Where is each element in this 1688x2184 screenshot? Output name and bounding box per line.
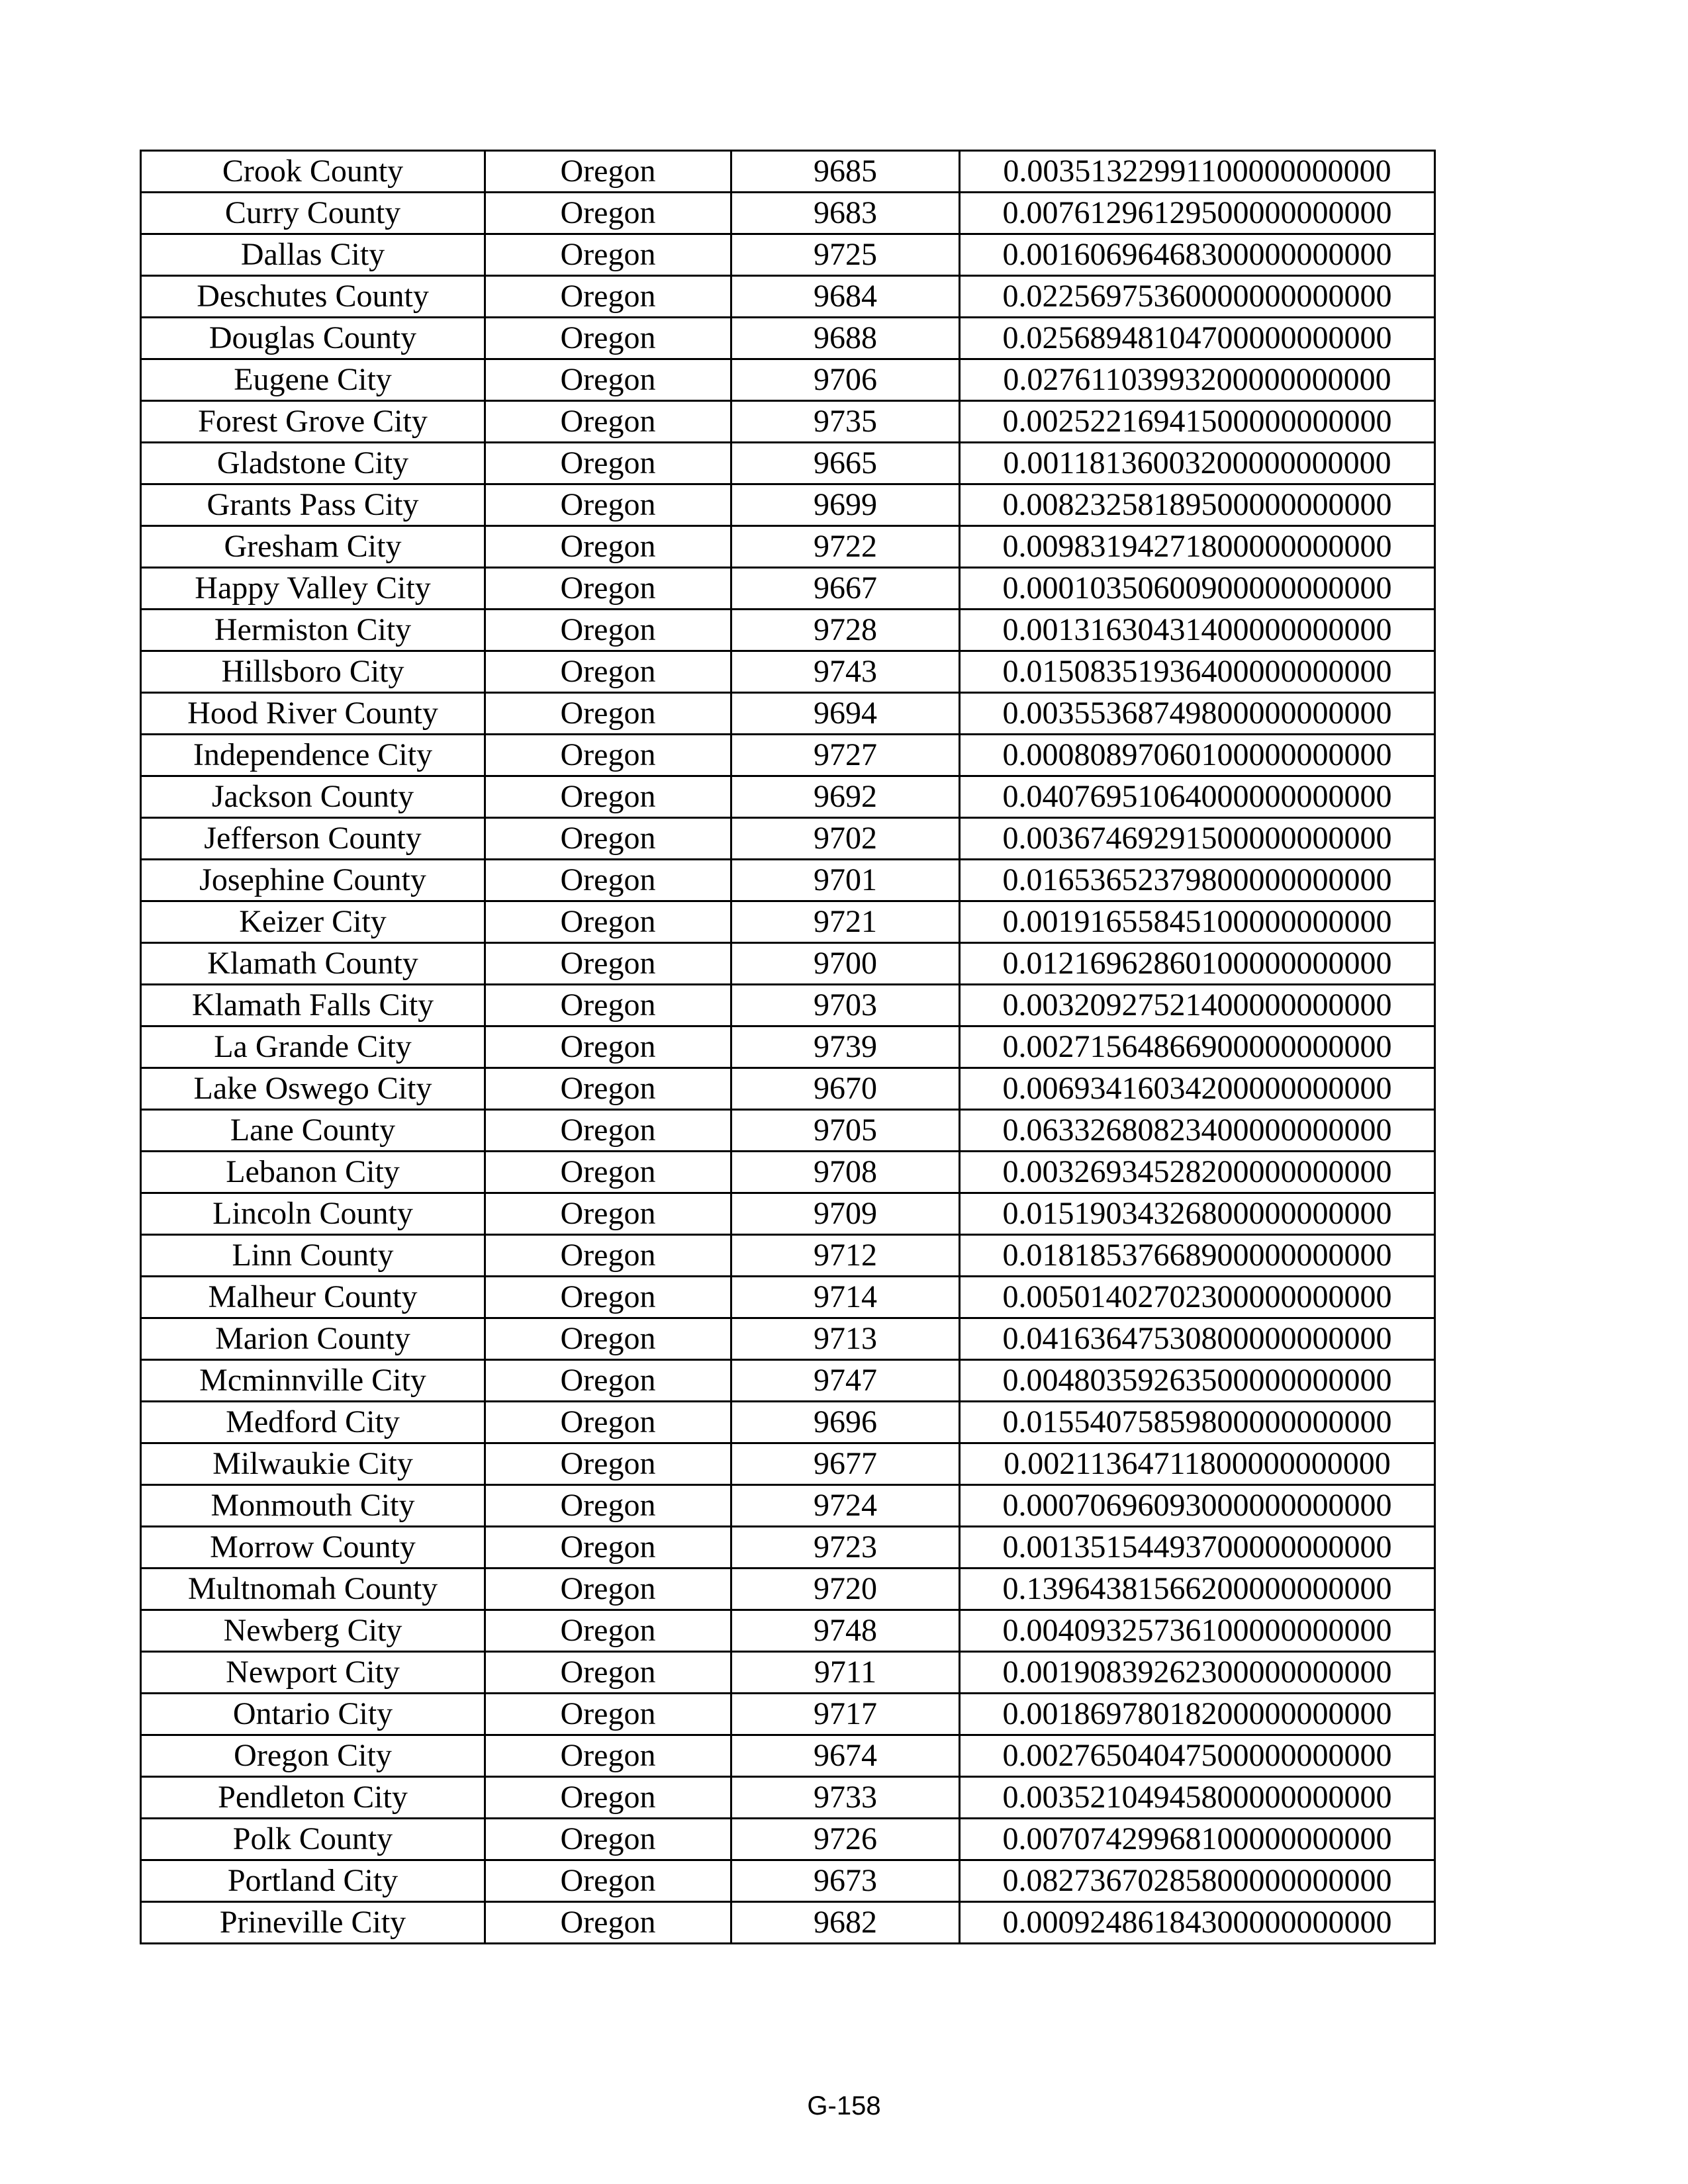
allocation-cell: 0.00761296129500000000000 [960, 193, 1435, 234]
id-cell: 9699 [731, 484, 960, 526]
table-row [141, 1694, 1435, 1735]
id-cell: 9739 [731, 1026, 960, 1068]
id-cell: 9735 [731, 401, 960, 443]
id-cell: 9709 [731, 1193, 960, 1235]
table-row [141, 359, 1435, 401]
state-cell: Oregon [485, 1694, 731, 1735]
subdivision-name-cell: Hermiston City [141, 610, 485, 651]
subdivision-name-cell: Forest Grove City [141, 401, 485, 443]
id-cell: 9733 [731, 1777, 960, 1819]
table-row [141, 526, 1435, 568]
state-cell: Oregon [485, 151, 731, 193]
state-cell: Oregon [485, 651, 731, 693]
table-row [141, 610, 1435, 651]
state-cell: Oregon [485, 568, 731, 610]
allocation-cell: 0.01653652379800000000000 [960, 860, 1435, 901]
subdivision-name-cell: Monmouth City [141, 1485, 485, 1527]
table-row [141, 1235, 1435, 1277]
state-cell: Oregon [485, 1110, 731, 1152]
state-cell: Oregon [485, 1318, 731, 1360]
state-cell: Oregon [485, 193, 731, 234]
id-cell: 9701 [731, 860, 960, 901]
allocation-cell: 0.00409325736100000000000 [960, 1610, 1435, 1652]
table-row [141, 1152, 1435, 1193]
state-cell: Oregon [485, 1026, 731, 1068]
subdivision-name-cell: Milwaukie City [141, 1443, 485, 1485]
state-cell: Oregon [485, 1777, 731, 1819]
id-cell: 9726 [731, 1819, 960, 1860]
table-row [141, 151, 1435, 193]
subdivision-name-cell: Lincoln County [141, 1193, 485, 1235]
id-cell: 9670 [731, 1068, 960, 1110]
state-cell: Oregon [485, 1402, 731, 1443]
state-cell: Oregon [485, 1819, 731, 1860]
subdivision-name-cell: Klamath Falls City [141, 985, 485, 1026]
table-row [141, 1902, 1435, 1944]
id-cell: 9724 [731, 1485, 960, 1527]
state-cell: Oregon [485, 1277, 731, 1318]
id-cell: 9667 [731, 568, 960, 610]
state-cell: Oregon [485, 318, 731, 359]
state-cell: Oregon [485, 1193, 731, 1235]
subdivision-name-cell: Oregon City [141, 1735, 485, 1777]
subdivision-name-cell: Lebanon City [141, 1152, 485, 1193]
id-cell: 9683 [731, 193, 960, 234]
subdivision-name-cell: Happy Valley City [141, 568, 485, 610]
table-row [141, 1068, 1435, 1110]
state-cell: Oregon [485, 1652, 731, 1694]
allocation-cell: 0.00823258189500000000000 [960, 484, 1435, 526]
table-row [141, 401, 1435, 443]
table-row [141, 818, 1435, 860]
allocation-table [140, 150, 1436, 1944]
state-cell: Oregon [485, 1485, 731, 1527]
state-cell: Oregon [485, 401, 731, 443]
state-cell: Oregon [485, 234, 731, 276]
table-row [141, 1110, 1435, 1152]
subdivision-name-cell: Lane County [141, 1110, 485, 1152]
page-number: G-158 [807, 2091, 881, 2120]
id-cell: 9665 [731, 443, 960, 484]
table-row [141, 1443, 1435, 1485]
id-cell: 9677 [731, 1443, 960, 1485]
subdivision-name-cell: Jackson County [141, 776, 485, 818]
table-row [141, 568, 1435, 610]
state-cell: Oregon [485, 1902, 731, 1944]
subdivision-name-cell: Malheur County [141, 1277, 485, 1318]
subdivision-name-cell: Marion County [141, 1318, 485, 1360]
id-cell: 9673 [731, 1860, 960, 1902]
allocation-cell: 0.06332680823400000000000 [960, 1110, 1435, 1152]
allocation-cell: 0.02256975360000000000000 [960, 276, 1435, 318]
table-row [141, 234, 1435, 276]
id-cell: 9728 [731, 610, 960, 651]
allocation-cell: 0.00351322991100000000000 [960, 151, 1435, 193]
id-cell: 9711 [731, 1652, 960, 1694]
table-row [141, 1569, 1435, 1610]
allocation-cell: 0.00480359263500000000000 [960, 1360, 1435, 1402]
table-row [141, 901, 1435, 943]
id-cell: 9720 [731, 1569, 960, 1610]
id-cell: 9725 [731, 234, 960, 276]
allocation-cell: 0.13964381566200000000000 [960, 1569, 1435, 1610]
table-row [141, 776, 1435, 818]
state-cell: Oregon [485, 1235, 731, 1277]
state-cell: Oregon [485, 860, 731, 901]
allocation-cell: 0.00186978018200000000000 [960, 1694, 1435, 1735]
table-row [141, 651, 1435, 693]
subdivision-name-cell: Douglas County [141, 318, 485, 359]
subdivision-name-cell: Jefferson County [141, 818, 485, 860]
id-cell: 9692 [731, 776, 960, 818]
allocation-cell: 0.00252216941500000000000 [960, 401, 1435, 443]
subdivision-name-cell: Portland City [141, 1860, 485, 1902]
table-row [141, 318, 1435, 359]
allocation-cell: 0.00131630431400000000000 [960, 610, 1435, 651]
id-cell: 9706 [731, 359, 960, 401]
id-cell: 9723 [731, 1527, 960, 1569]
id-cell: 9674 [731, 1735, 960, 1777]
allocation-cell: 0.00276504047500000000000 [960, 1735, 1435, 1777]
table-body [141, 151, 1435, 1944]
id-cell: 9685 [731, 151, 960, 193]
table-row [141, 1819, 1435, 1860]
subdivision-name-cell: Mcminnville City [141, 1360, 485, 1402]
state-cell: Oregon [485, 443, 731, 484]
state-cell: Oregon [485, 1443, 731, 1485]
state-cell: Oregon [485, 610, 731, 651]
allocation-cell: 0.00092486184300000000000 [960, 1902, 1435, 1944]
id-cell: 9721 [731, 901, 960, 943]
table-row [141, 1777, 1435, 1819]
allocation-cell: 0.00326934528200000000000 [960, 1152, 1435, 1193]
allocation-cell: 0.00118136003200000000000 [960, 443, 1435, 484]
state-cell: Oregon [485, 1527, 731, 1569]
allocation-cell: 0.00160696468300000000000 [960, 234, 1435, 276]
subdivision-name-cell: Deschutes County [141, 276, 485, 318]
subdivision-name-cell: La Grande City [141, 1026, 485, 1068]
allocation-cell: 0.00070696093000000000000 [960, 1485, 1435, 1527]
id-cell: 9722 [731, 526, 960, 568]
allocation-cell: 0.01216962860100000000000 [960, 943, 1435, 985]
subdivision-name-cell: Linn County [141, 1235, 485, 1277]
allocation-cell: 0.00367469291500000000000 [960, 818, 1435, 860]
allocation-cell: 0.00355368749800000000000 [960, 693, 1435, 735]
allocation-cell: 0.00693416034200000000000 [960, 1068, 1435, 1110]
subdivision-name-cell: Josephine County [141, 860, 485, 901]
id-cell: 9708 [731, 1152, 960, 1193]
table-row [141, 443, 1435, 484]
table-row [141, 1026, 1435, 1068]
subdivision-name-cell: Crook County [141, 151, 485, 193]
id-cell: 9747 [731, 1360, 960, 1402]
state-cell: Oregon [485, 985, 731, 1026]
subdivision-name-cell: Hillsboro City [141, 651, 485, 693]
id-cell: 9748 [731, 1610, 960, 1652]
table-row [141, 735, 1435, 776]
subdivision-name-cell: Dallas City [141, 234, 485, 276]
table-row [141, 1193, 1435, 1235]
id-cell: 9727 [731, 735, 960, 776]
allocation-cell: 0.00707429968100000000000 [960, 1819, 1435, 1860]
subdivision-name-cell: Ontario City [141, 1694, 485, 1735]
state-cell: Oregon [485, 1610, 731, 1652]
table-row [141, 1360, 1435, 1402]
subdivision-name-cell: Polk County [141, 1819, 485, 1860]
table-row [141, 193, 1435, 234]
id-cell: 9743 [731, 651, 960, 693]
subdivision-name-cell: Lake Oswego City [141, 1068, 485, 1110]
table-row [141, 985, 1435, 1026]
table-row [141, 1652, 1435, 1694]
id-cell: 9702 [731, 818, 960, 860]
state-cell: Oregon [485, 1152, 731, 1193]
allocation-cell: 0.00271564866900000000000 [960, 1026, 1435, 1068]
table-row [141, 276, 1435, 318]
allocation-cell: 0.00983194271800000000000 [960, 526, 1435, 568]
allocation-cell: 0.01818537668900000000000 [960, 1235, 1435, 1277]
table-row [141, 1610, 1435, 1652]
state-cell: Oregon [485, 693, 731, 735]
state-cell: Oregon [485, 1860, 731, 1902]
allocation-cell: 0.00501402702300000000000 [960, 1277, 1435, 1318]
subdivision-name-cell: Multnomah County [141, 1569, 485, 1610]
subdivision-name-cell: Eugene City [141, 359, 485, 401]
subdivision-name-cell: Klamath County [141, 943, 485, 985]
state-cell: Oregon [485, 943, 731, 985]
id-cell: 9682 [731, 1902, 960, 1944]
table-row [141, 1860, 1435, 1902]
subdivision-name-cell: Gresham City [141, 526, 485, 568]
allocation-cell: 0.00211364711800000000000 [960, 1443, 1435, 1485]
state-cell: Oregon [485, 1569, 731, 1610]
allocation-cell: 0.01508351936400000000000 [960, 651, 1435, 693]
subdivision-name-cell: Curry County [141, 193, 485, 234]
allocation-cell: 0.01519034326800000000000 [960, 1193, 1435, 1235]
allocation-cell: 0.00010350600900000000000 [960, 568, 1435, 610]
allocation-cell: 0.00135154493700000000000 [960, 1527, 1435, 1569]
allocation-cell: 0.00190839262300000000000 [960, 1652, 1435, 1694]
subdivision-name-cell: Newberg City [141, 1610, 485, 1652]
subdivision-name-cell: Morrow County [141, 1527, 485, 1569]
table-row [141, 484, 1435, 526]
subdivision-name-cell: Pendleton City [141, 1777, 485, 1819]
state-cell: Oregon [485, 1360, 731, 1402]
id-cell: 9694 [731, 693, 960, 735]
table-row [141, 1735, 1435, 1777]
allocation-cell: 0.00080897060100000000000 [960, 735, 1435, 776]
allocation-cell: 0.02568948104700000000000 [960, 318, 1435, 359]
subdivision-name-cell: Grants Pass City [141, 484, 485, 526]
id-cell: 9684 [731, 276, 960, 318]
table-row [141, 1277, 1435, 1318]
table-row [141, 693, 1435, 735]
state-cell: Oregon [485, 276, 731, 318]
subdivision-name-cell: Hood River County [141, 693, 485, 735]
table-row [141, 943, 1435, 985]
id-cell: 9714 [731, 1277, 960, 1318]
id-cell: 9700 [731, 943, 960, 985]
id-cell: 9712 [731, 1235, 960, 1277]
allocation-cell: 0.08273670285800000000000 [960, 1860, 1435, 1902]
state-cell: Oregon [485, 1735, 731, 1777]
subdivision-name-cell: Newport City [141, 1652, 485, 1694]
state-cell: Oregon [485, 735, 731, 776]
subdivision-name-cell: Keizer City [141, 901, 485, 943]
table-row [141, 860, 1435, 901]
table-row [141, 1485, 1435, 1527]
state-cell: Oregon [485, 359, 731, 401]
state-cell: Oregon [485, 818, 731, 860]
table-row [141, 1318, 1435, 1360]
id-cell: 9717 [731, 1694, 960, 1735]
allocation-cell: 0.00191655845100000000000 [960, 901, 1435, 943]
allocation-cell: 0.01554075859800000000000 [960, 1402, 1435, 1443]
allocation-cell: 0.00320927521400000000000 [960, 985, 1435, 1026]
state-cell: Oregon [485, 776, 731, 818]
allocation-cell: 0.04076951064000000000000 [960, 776, 1435, 818]
allocation-cell: 0.02761103993200000000000 [960, 359, 1435, 401]
allocation-cell: 0.04163647530800000000000 [960, 1318, 1435, 1360]
state-cell: Oregon [485, 901, 731, 943]
id-cell: 9688 [731, 318, 960, 359]
table-row [141, 1527, 1435, 1569]
id-cell: 9713 [731, 1318, 960, 1360]
id-cell: 9703 [731, 985, 960, 1026]
subdivision-name-cell: Independence City [141, 735, 485, 776]
subdivision-name-cell: Gladstone City [141, 443, 485, 484]
subdivision-name-cell: Medford City [141, 1402, 485, 1443]
state-cell: Oregon [485, 484, 731, 526]
subdivision-name-cell: Prineville City [141, 1902, 485, 1944]
id-cell: 9696 [731, 1402, 960, 1443]
allocation-cell: 0.00352104945800000000000 [960, 1777, 1435, 1819]
table-row [141, 1402, 1435, 1443]
id-cell: 9705 [731, 1110, 960, 1152]
state-cell: Oregon [485, 1068, 731, 1110]
state-cell: Oregon [485, 526, 731, 568]
